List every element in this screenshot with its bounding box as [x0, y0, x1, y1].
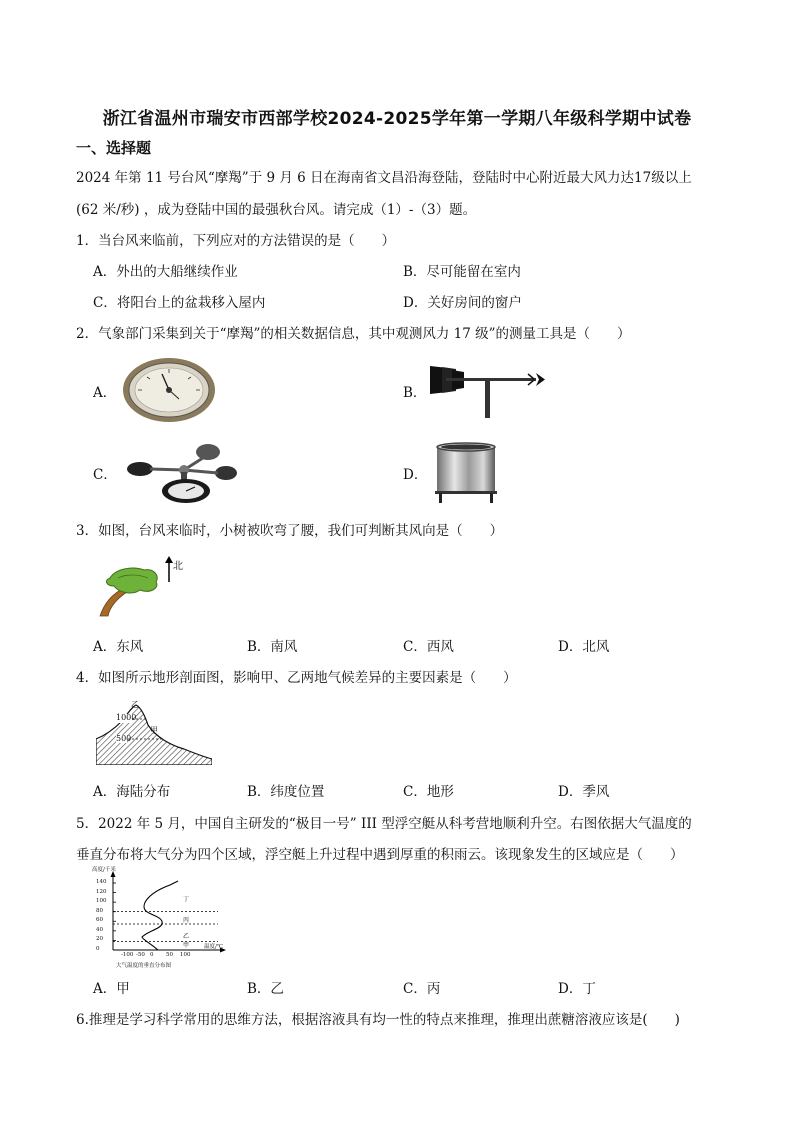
q1-stem: 1．当台风来临前，下列应对的方法错误的是（ ）	[76, 233, 396, 249]
chart-ytick-label: 20	[96, 936, 103, 943]
rain-gauge-image	[433, 441, 499, 503]
intro-line-1: 2024 年第 11 号台风“摩羯”于 9 月 6 日在海南省文昌沿海登陆，登陆时中心附近最大风力达17级以上	[76, 170, 692, 186]
chart-ytick-label: 120	[96, 888, 107, 895]
chart-xtick-label: 100	[180, 952, 191, 958]
region-label-jia: 甲	[183, 942, 190, 949]
q2-label-a: A．	[93, 385, 117, 401]
chart-xtick-label: 0	[150, 952, 154, 958]
chart-ytick-label: 140	[96, 879, 107, 885]
q5-stem-line-1: 5．2022 年 5 月，中国自主研发的“极目一号” III 型浮空艇从科考营地顺利升空。右图依据大气温度的	[76, 816, 692, 832]
terrain-label-jia: 甲	[150, 726, 158, 735]
barometer-image	[122, 357, 216, 423]
temperature-profile-chart	[90, 867, 240, 969]
exam-title: 浙江省温州市瑞安市西部学校2024-2025学年第一学期八年级科学期中试卷	[102, 109, 692, 129]
q2-label-b: B．	[403, 385, 427, 401]
q2-label-c: C．	[93, 467, 117, 483]
q1-option-d: D．关好房间的窗户	[403, 295, 522, 311]
chart-ytick-label: 0	[96, 946, 100, 952]
chart-xtick-label: 50	[166, 952, 173, 958]
section-heading: 一、选择题	[76, 139, 152, 157]
q3-option-c: C．西风	[403, 639, 454, 655]
q5-option-a: A．甲	[93, 981, 130, 997]
q1-option-b: B．尽可能留在室内	[403, 264, 521, 280]
q3-option-d: D．北风	[558, 639, 610, 655]
terrain-label-500: 500	[116, 734, 132, 743]
chart-xtick-label: -100	[121, 952, 134, 958]
chart-ytick-label: 80	[96, 907, 103, 914]
terrain-label-yi: 乙	[131, 700, 139, 709]
chart-ylabel: 高度/千米	[92, 867, 116, 873]
q3-option-b: B．南风	[247, 639, 298, 655]
q5-option-d: D．丁	[558, 981, 596, 997]
chart-ytick-label: 60	[96, 917, 103, 924]
q3-stem: 3．如图，台风来临时，小树被吹弯了腰，我们可判断其风向是（ ）	[76, 523, 504, 539]
anemometer-image	[126, 442, 238, 504]
q6-stem: 6.推理是学习科学常用的思维方法，根据溶液具有均一性的特点来推理，推理出蔗糖溶液应该是( )	[76, 1012, 680, 1028]
chart-xtick-label: -50	[136, 952, 145, 958]
q1-option-a: A．外出的大船继续作业	[93, 264, 238, 280]
q4-option-c: C．地形	[403, 784, 454, 800]
terrain-label-1000: 1000	[116, 713, 137, 722]
region-label-yi: 乙	[183, 933, 190, 940]
q4-option-d: D．季风	[558, 784, 610, 800]
q4-option-b: B．纬度位置	[247, 784, 325, 800]
north-label: 北	[173, 561, 183, 572]
chart-ytick-label: 100	[96, 898, 107, 905]
intro-line-2: (62 米/秒) ，成为登陆中国的最强秋台风。请完成（1）-（3）题。	[76, 202, 477, 218]
bent-tree-image	[94, 556, 166, 618]
q3-option-a: A．东风	[93, 639, 144, 655]
q4-stem: 4．如图所示地形剖面图，影响甲、乙两地气候差异的主要因素是（ ）	[76, 670, 517, 686]
q2-stem: 2．气象部门采集到关于“摩羯”的相关数据信息，其中观测风力 17 级”的测量工具是（ ）	[76, 326, 631, 342]
region-label-bing: 丙	[183, 917, 190, 924]
q5-option-b: B．乙	[247, 981, 284, 997]
chart-ytick-label: 40	[96, 926, 103, 933]
q1-option-c: C．将阳台上的盆栽移入屋内	[93, 295, 266, 311]
q2-label-d: D．	[403, 467, 428, 483]
chart-caption: 大气温度的垂直分布图	[116, 963, 172, 969]
q5-option-c: C．丙	[403, 981, 441, 997]
q5-stem-line-2: 垂直分布将大气分为四个区域，浮空艇上升过程中遇到厚重的积雨云。该现象发生的区域应是（ ）	[76, 847, 684, 863]
chart-xlabel: 温度/℃	[204, 944, 224, 950]
region-label-ding: 丁	[183, 896, 190, 903]
wind-vane-image	[428, 362, 546, 420]
q4-option-a: A．海陆分布	[93, 784, 171, 800]
